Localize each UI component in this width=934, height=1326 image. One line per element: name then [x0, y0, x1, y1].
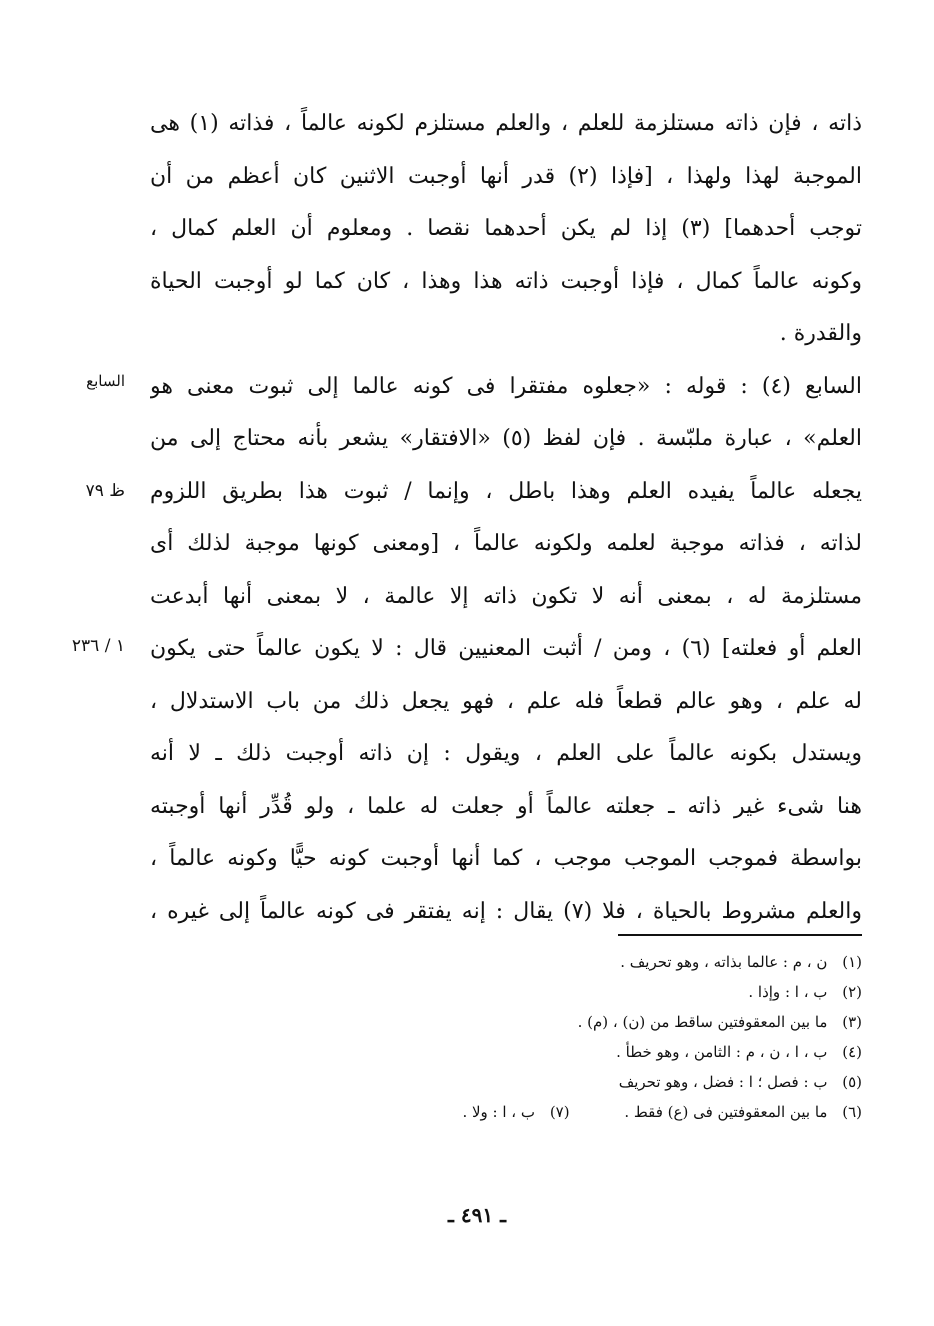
text-line: السابع (٤) : قوله : «جعلوه مفتقرا فى كونه عالما إلى ثبوت معنى هو [150, 373, 862, 399]
footnote-text: ما بين المعقوفتين فى (ع) فقط . [624, 1103, 828, 1121]
footnote-text: ما بين المعقوفتين ساقط من (ن) ، (م) . [577, 1013, 828, 1031]
footnote-text: ب ، ا : ولا . [462, 1103, 536, 1121]
text-line: مستلزمة له ، بمعنى أنه لا تكون ذاته إلا عالمة ، لا بمعنى أنها أبدعت [150, 583, 862, 609]
text-line: بواسطة فموجب الموجب موجب ، كما أنها أوجبت كونه حيًّا وكونه عالماً ، [150, 846, 862, 871]
footnote-number: (٥) [842, 1073, 862, 1091]
footnote-number: (٤) [842, 1043, 862, 1061]
footnote-text: ب ، ا ، ن ، م : الثامن ، وهو خطأ . [616, 1043, 828, 1061]
footnote [300, 977, 862, 1007]
text-line: العلم أو فعلته] (٦) ، ومن / أثبت المعنيين قال : لا يكون عالماً حتى يكون [150, 636, 862, 661]
footnote [300, 947, 862, 977]
text-line: لذاته ، فذاته موجبة لعلمه ولكونه عالماً ، [ومعنى كونها موجبة لذلك أى [150, 531, 862, 556]
text-line: والعلم مشروط بالحياة ، فلا (٧) يقال : إنه يفتقر فى كونه عالماً إلى غيره ، [150, 898, 862, 924]
footnote [300, 1067, 862, 1097]
text-line: العلم» ، عبارة ملبّسة . فإن لفظ (٥) «الافتقار» يشعر بأنه محتاج إلى من [150, 426, 862, 451]
text-line: ويستدل بكونه عالماً على العلم ، ويقول : إن ذاته أوجبت ذلك ـ لا أنه [150, 741, 862, 766]
footnote-text: ب ، ا : وإذا . [748, 983, 828, 1001]
footnote [300, 1097, 862, 1127]
text-line: يجعله عالماً يفيده العلم وهذا باطل ، وإنما / ثبوت هذا بطريق اللزوم [150, 478, 862, 504]
footnote-text: ن ، م : عالما بذاته ، وهو تحريف . [620, 953, 828, 971]
margin-note-folio: ظ ٧٩ [85, 481, 125, 501]
footnote-number: (٣) [842, 1013, 862, 1031]
text-line: والقدرة . [779, 321, 862, 346]
main-text [150, 98, 862, 938]
footnote-number: (٧) [549, 1103, 570, 1121]
footnote-text: ب : فصل ؛ ا : فضل ، وهو تحريف [618, 1073, 828, 1091]
footnote-inline [462, 1103, 569, 1121]
footnote [300, 1007, 862, 1037]
margin-note-volume: ١ / ٢٣٦ [71, 636, 125, 656]
text-line: هنا شىء غير ذاته ـ جعلته عالماً أو جعلت له علما ، ولو قُدِّر أنها أوجبته [150, 793, 862, 819]
footnote-separator [618, 934, 862, 936]
footnote-number: (٦) [842, 1103, 862, 1121]
footnote [300, 1037, 862, 1067]
text-line: وكونه عالماً كمال ، فإذا أوجبت ذاته هذا وهذا ، كان كما لو أوجبت الحياة [150, 268, 862, 294]
margin-note-seventh: السابع [86, 372, 125, 390]
text-line: الموجبة لهذا ولهذا ، [فإذا (٢) قدر أنها أوجبت الاثنين كان أعظم من أن [150, 163, 862, 189]
text-line: له علم ، وهو عالم قطعاً فله علم ، فهو يجعل ذلك من باب الاستدلال ، [150, 688, 862, 714]
text-line: ذاته ، فإن ذاته مستلزمة للعلم ، والعلم مستلزم لكونه عالماً ، فذاته (١) هى [150, 111, 862, 136]
text-line: توجب أحدهما] (٣) إذا لم يكن أحدهما نقصا . ومعلوم أن العلم كمال ، [150, 216, 862, 241]
page-number: ـ ٤٩١ ـ [448, 1203, 506, 1227]
footnotes [300, 947, 862, 1127]
footnote-number: (٢) [842, 983, 862, 1001]
footnote-number: (١) [842, 953, 862, 971]
